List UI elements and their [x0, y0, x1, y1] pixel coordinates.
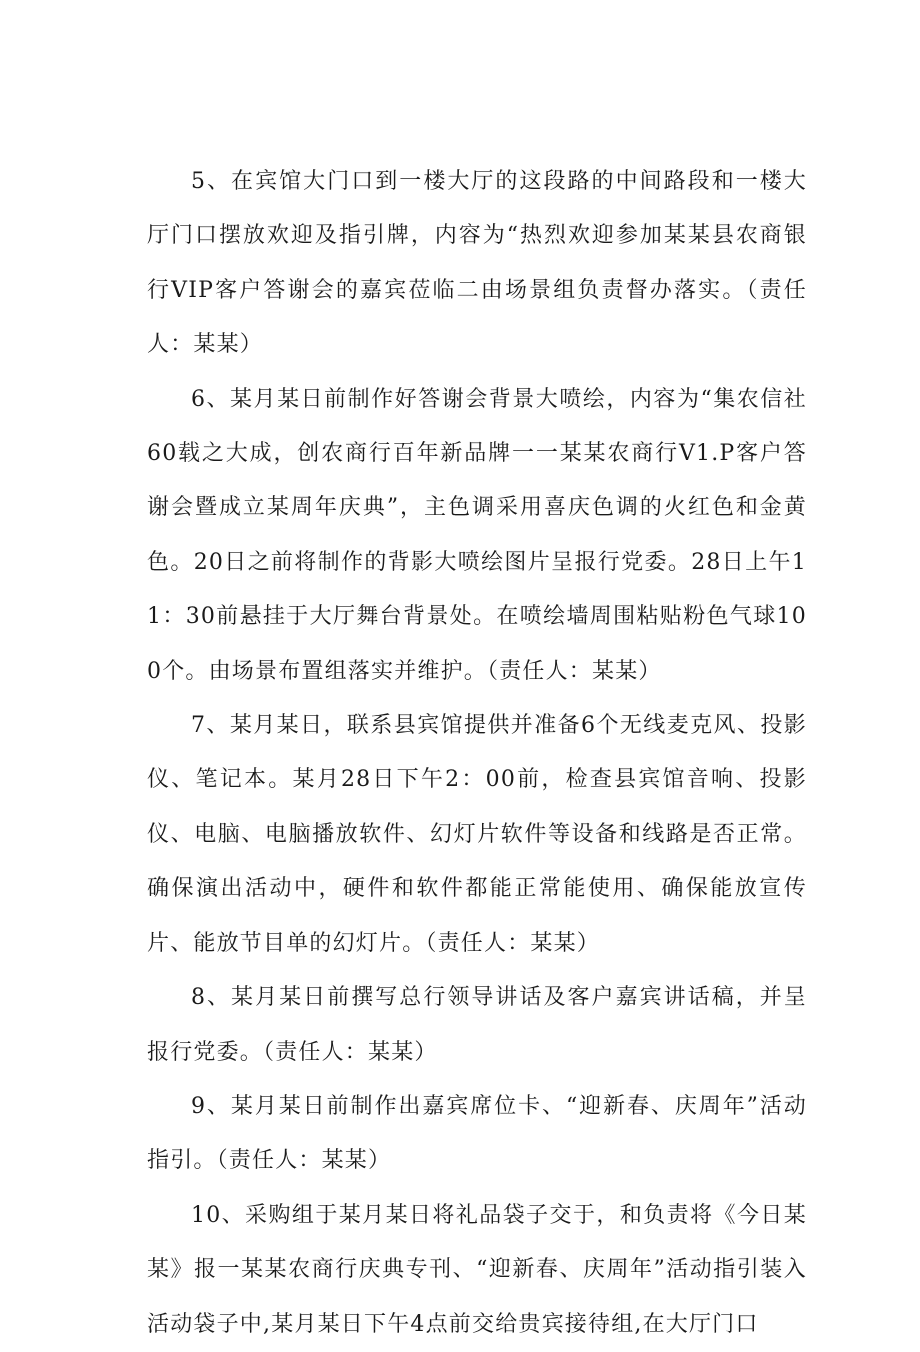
document-body: [147, 155, 807, 1352]
paragraph-item-7: 7、某月某日，联系县宾馆提供并准备6个无线麦克风、投影仪、笔记本。某月28日下午2：00前，检查县宾馆音响、投影仪、电脑、电脑播放软件、幻灯片软件等设备和线路是否正常。确保演出活动中，硬件和软件都能正常能使用、确保能放宣传片、能放节目单的幻灯片。（责任人：某某）: [147, 713, 807, 956]
paragraph-item-8: 8、某月某日前撰写总行领导讲话及客户嘉宾讲话稿，并呈报行党委。（责任人：某某）: [147, 985, 807, 1065]
paragraph-item-10: 10、采购组于某月某日将礼品袋子交于，和负责将《今日某某》报一某某农商行庆典专刊、“迎新春、庆周年”活动指引装入活动袋子中,某月某日下午4点前交给贵宾接待组,在大厅门口: [147, 1202, 807, 1337]
paragraph-item-9: 9、某月某日前制作出嘉宾席位卡、“迎新春、庆周年”活动指引。（责任人：某某）: [147, 1093, 807, 1174]
paragraph-item-5: 5、在宾馆大门口到一楼大厅的这段路的中间路段和一楼大厅门口摆放欢迎及指引牌，内容为“热烈欢迎参加某某县农商银行VIP客户答谢会的嘉宾莅临二由场景组负责督办落实。（责任人：某某）: [147, 169, 807, 358]
paragraph-item-6: 6、某月某日前制作好答谢会背景大喷绘，内容为“集农信社60载之大成，创农商行百年新品牌一一某某农商行V1.P客户答谢会暨成立某周年庆典”，主色调采用喜庆色调的火红色和金黄色。20日之前将制作的背影大喷绘图片呈报行党委。28日上午11：30前悬挂于大厅舞台背景处。在喷绘墙周围粘贴粉色气球100个。由场景布置组落实并维护。（责任人：某某）: [147, 386, 807, 684]
